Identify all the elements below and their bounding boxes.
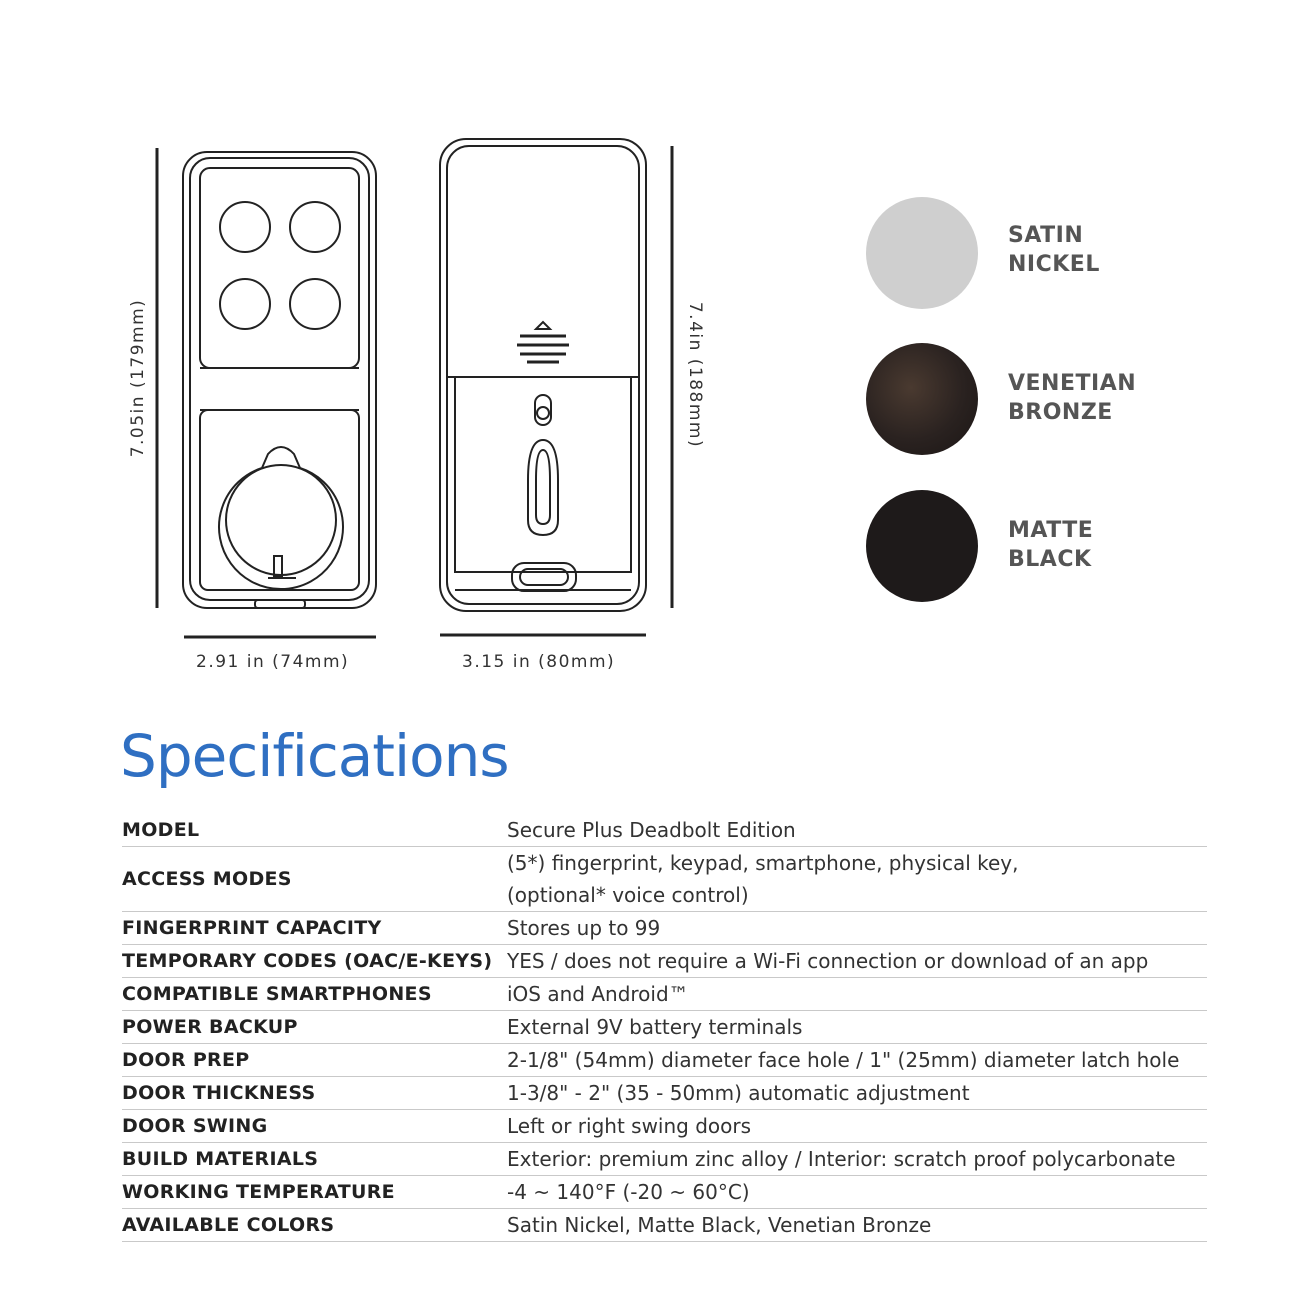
- spec-value: Stores up to 99: [507, 912, 1207, 945]
- matte-black-label: MATTE BLACK: [1008, 518, 1094, 572]
- back-width-label: 3.15 in (80mm): [462, 652, 616, 672]
- spec-key: ACCESS MODES: [122, 847, 507, 912]
- spec-row: [122, 978, 1207, 1011]
- spec-row: [122, 945, 1207, 978]
- spec-value: YES / does not require a Wi-Fi connection or download of an app: [507, 945, 1207, 978]
- spec-key: FINGERPRINT CAPACITY: [122, 912, 507, 945]
- specifications-title: Specifications: [120, 722, 509, 790]
- spec-value: Exterior: premium zinc alloy / Interior: scratch proof polycarbonate: [507, 1143, 1207, 1176]
- spec-key: TEMPORARY CODES (OAC/E-KEYS): [122, 945, 507, 978]
- back-height-label: 7.4in (188mm): [685, 301, 705, 449]
- spec-key: AVAILABLE COLORS: [122, 1209, 507, 1242]
- venetian-bronze-label: VENETIAN BRONZE: [1008, 371, 1137, 425]
- spec-row: [122, 912, 1207, 945]
- spec-value: Satin Nickel, Matte Black, Venetian Bronze: [507, 1209, 1207, 1242]
- spec-key: MODEL: [122, 814, 507, 847]
- spec-key: WORKING TEMPERATURE: [122, 1176, 507, 1209]
- spec-row: [122, 1044, 1207, 1077]
- spec-row: [122, 1209, 1207, 1242]
- spec-key: DOOR SWING: [122, 1110, 507, 1143]
- front-lock-outline: [183, 152, 376, 608]
- matte-black-swatch: [866, 490, 978, 602]
- spec-value: Left or right swing doors: [507, 1110, 1207, 1143]
- spec-value: 1-3/8" - 2" (35 - 50mm) automatic adjustment: [507, 1077, 1207, 1110]
- spec-value: 2-1/8" (54mm) diameter face hole / 1" (25mm) diameter latch hole: [507, 1044, 1207, 1077]
- spec-row: [122, 1176, 1207, 1209]
- spec-key: POWER BACKUP: [122, 1011, 507, 1044]
- spec-row: [122, 1077, 1207, 1110]
- spec-value: iOS and Android™: [507, 978, 1207, 1011]
- spec-value: Secure Plus Deadbolt Edition: [507, 814, 1207, 847]
- satin-nickel-swatch: [866, 197, 978, 309]
- front-height-label: 7.05in (179mm): [128, 298, 148, 458]
- spec-value: -4 ~ 140°F (-20 ~ 60°C): [507, 1176, 1207, 1209]
- venetian-bronze-swatch: [866, 343, 978, 455]
- front-width-label: 2.91 in (74mm): [196, 652, 350, 672]
- spec-key: DOOR PREP: [122, 1044, 507, 1077]
- specifications-table: [122, 814, 1207, 1242]
- spec-row: [122, 1011, 1207, 1044]
- spec-key: BUILD MATERIALS: [122, 1143, 507, 1176]
- back-lock-outline: [440, 139, 646, 611]
- spec-row: [122, 847, 1207, 912]
- spec-key: COMPATIBLE SMARTPHONES: [122, 978, 507, 1011]
- spec-row: [122, 1143, 1207, 1176]
- lock-diagram: [0, 0, 760, 700]
- satin-nickel-label: SATIN NICKEL: [1008, 223, 1100, 277]
- spec-value: External 9V battery terminals: [507, 1011, 1207, 1044]
- spec-key: DOOR THICKNESS: [122, 1077, 507, 1110]
- spec-row: [122, 1110, 1207, 1143]
- spec-value: (5*) fingerprint, keypad, smartphone, physical key, (optional* voice control): [507, 847, 1207, 912]
- spec-row: [122, 814, 1207, 847]
